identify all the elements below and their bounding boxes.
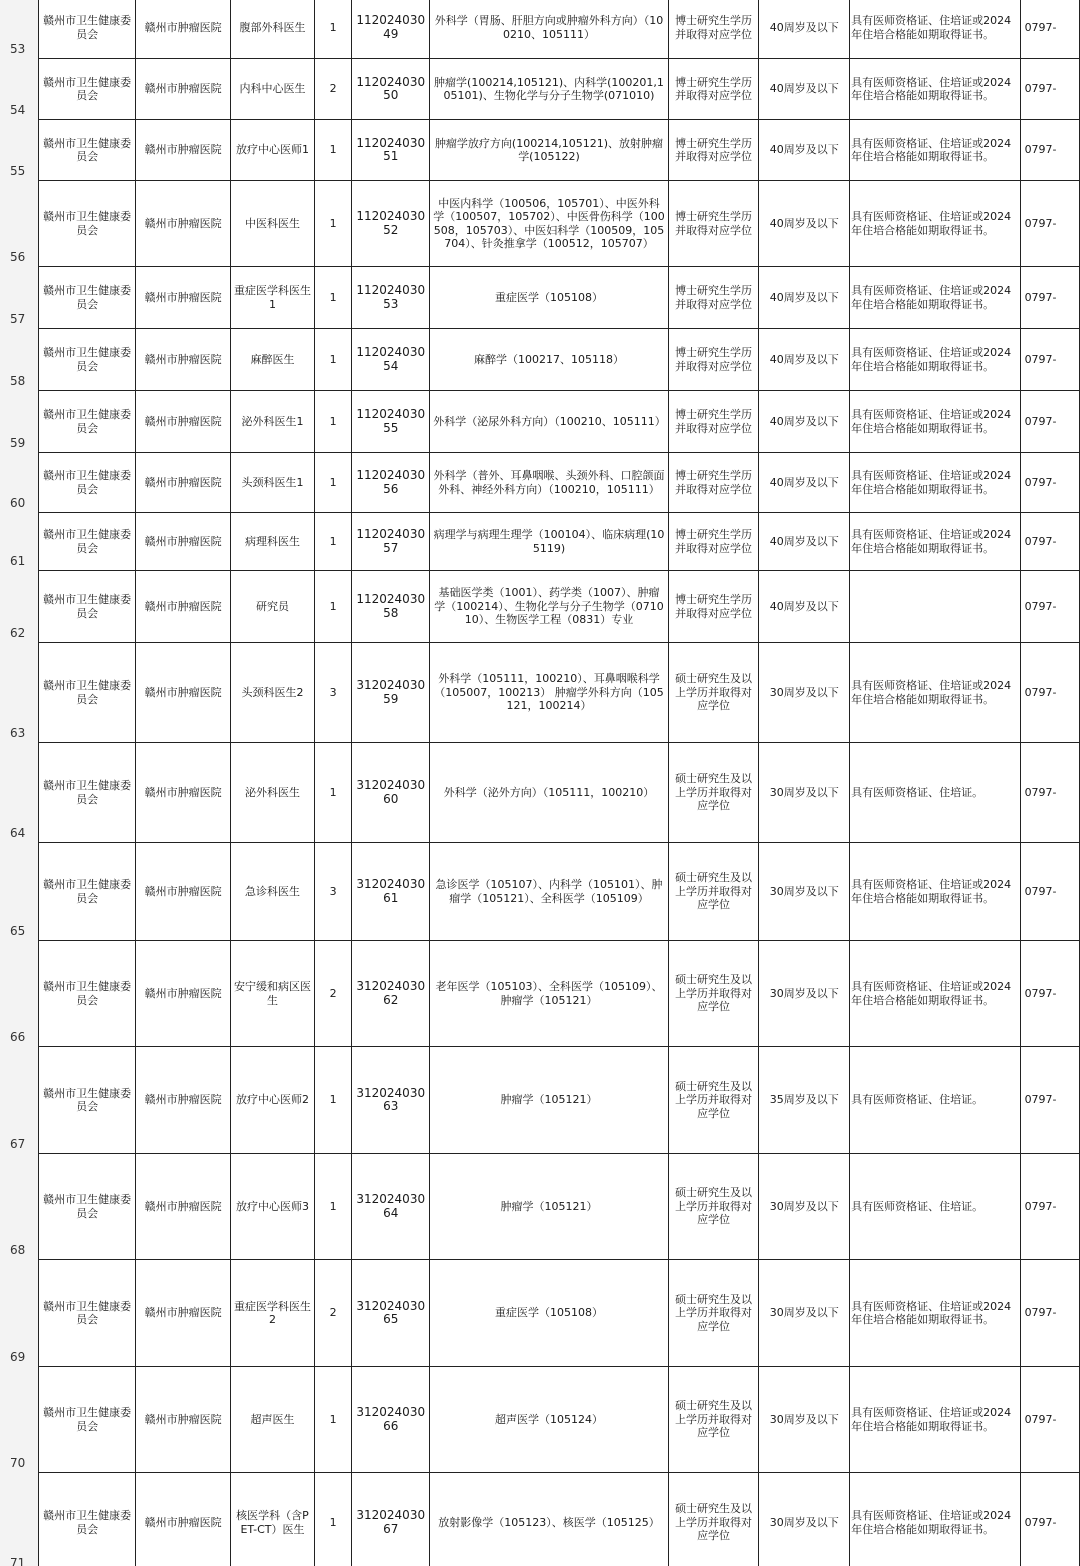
position-cell[interactable]: 安宁缓和病区医生 — [230, 941, 314, 1047]
position-cell[interactable]: 放疗中心医师3 — [230, 1154, 314, 1260]
row-number-header[interactable]: 70 — [0, 1367, 38, 1473]
phone-cell[interactable]: 0797- — [1020, 181, 1079, 267]
row-number-header[interactable]: 57 — [0, 267, 38, 329]
education-cell[interactable]: 硕士研究生及以上学历并取得对应学位 — [668, 643, 759, 743]
position-cell[interactable]: 麻醉医生 — [230, 329, 314, 391]
other-conditions-cell[interactable]: 具有医师资格证、住培证或2024年住培合格能如期取得证书。 — [850, 1260, 1020, 1367]
education-cell[interactable]: 博士研究生学历并取得对应学位 — [668, 453, 759, 513]
position-code-cell[interactable]: 31202403065 — [352, 1260, 430, 1367]
department-cell[interactable]: 赣州市卫生健康委员会 — [38, 1260, 135, 1367]
table-row — [0, 1367, 1080, 1473]
position-cell[interactable]: 泌外科医生 — [230, 743, 314, 843]
major-cell[interactable]: 外科学（泌外方向）（105111，100210） — [430, 743, 669, 843]
department-cell[interactable]: 赣州市卫生健康委员会 — [38, 453, 135, 513]
position-code-cell[interactable]: 31202403066 — [352, 1367, 430, 1473]
position-cell[interactable]: 头颈科医生1 — [230, 453, 314, 513]
age-cell[interactable]: 40周岁及以下 — [759, 453, 850, 513]
education-cell[interactable]: 硕士研究生及以上学历并取得对应学位 — [668, 1047, 759, 1154]
table-row — [0, 267, 1080, 329]
position-cell[interactable]: 放疗中心医师2 — [230, 1047, 314, 1154]
unit-cell[interactable]: 赣州市肿瘤医院 — [136, 743, 231, 843]
table-row — [0, 120, 1080, 181]
position-code-cell[interactable]: 31202403059 — [352, 643, 430, 743]
position-code-cell[interactable]: 31202403063 — [352, 1047, 430, 1154]
position-code-cell[interactable]: 31202403067 — [352, 1473, 430, 1566]
row-number-header[interactable]: 66 — [0, 941, 38, 1047]
age-cell[interactable]: 40周岁及以下 — [759, 571, 850, 643]
row-number-header[interactable]: 62 — [0, 571, 38, 643]
department-cell[interactable]: 赣州市卫生健康委员会 — [38, 1367, 135, 1473]
table-row — [0, 843, 1080, 941]
major-cell[interactable]: 重症医学（105108） — [430, 1260, 669, 1367]
position-cell[interactable]: 泌外科医生1 — [230, 391, 314, 453]
other-conditions-cell[interactable]: 具有医师资格证、住培证或2024年住培合格能如期取得证书。 — [850, 513, 1020, 571]
row-number-header[interactable]: 69 — [0, 1260, 38, 1367]
education-cell[interactable]: 博士研究生学历并取得对应学位 — [668, 0, 759, 59]
department-cell[interactable]: 赣州市卫生健康委员会 — [38, 391, 135, 453]
other-conditions-cell[interactable]: 具有医师资格证、住培证。 — [850, 1047, 1020, 1154]
unit-cell[interactable]: 赣州市肿瘤医院 — [136, 1367, 231, 1473]
count-cell[interactable]: 1 — [315, 743, 352, 843]
department-cell[interactable]: 赣州市卫生健康委员会 — [38, 181, 135, 267]
row-number-header[interactable]: 67 — [0, 1047, 38, 1154]
table-row — [0, 941, 1080, 1047]
position-cell[interactable]: 中医科医生 — [230, 181, 314, 267]
table-row — [0, 571, 1080, 643]
department-cell[interactable]: 赣州市卫生健康委员会 — [38, 643, 135, 743]
age-cell[interactable]: 30周岁及以下 — [759, 1154, 850, 1260]
other-conditions-cell[interactable]: 具有医师资格证、住培证或2024年住培合格能如期取得证书。 — [850, 453, 1020, 513]
education-cell[interactable]: 博士研究生学历并取得对应学位 — [668, 571, 759, 643]
unit-cell[interactable]: 赣州市肿瘤医院 — [136, 843, 231, 941]
department-cell[interactable]: 赣州市卫生健康委员会 — [38, 1473, 135, 1566]
position-cell[interactable]: 研究员 — [230, 571, 314, 643]
phone-cell[interactable]: 0797- — [1020, 1367, 1079, 1473]
department-cell[interactable]: 赣州市卫生健康委员会 — [38, 571, 135, 643]
table-row — [0, 391, 1080, 453]
major-cell[interactable]: 肿瘤学(100214,105121)、内科学(100201,105101)、生物化学与分子生物学(071010) — [430, 59, 669, 120]
other-conditions-cell[interactable]: 具有医师资格证、住培证或2024年住培合格能如期取得证书。 — [850, 59, 1020, 120]
position-code-cell[interactable]: 11202403053 — [352, 267, 430, 329]
unit-cell[interactable]: 赣州市肿瘤医院 — [136, 571, 231, 643]
major-cell[interactable]: 重症医学（105108） — [430, 267, 669, 329]
age-cell[interactable]: 40周岁及以下 — [759, 329, 850, 391]
count-cell[interactable]: 1 — [315, 1473, 352, 1566]
position-cell[interactable]: 病理科医生 — [230, 513, 314, 571]
unit-cell[interactable]: 赣州市肿瘤医院 — [136, 267, 231, 329]
count-cell[interactable]: 1 — [315, 513, 352, 571]
major-cell[interactable]: 肿瘤学（105121） — [430, 1047, 669, 1154]
education-cell[interactable]: 硕士研究生及以上学历并取得对应学位 — [668, 1367, 759, 1473]
phone-cell[interactable]: 0797- — [1020, 941, 1079, 1047]
major-cell[interactable]: 肿瘤学放疗方向(100214,105121)、放射肿瘤学(105122) — [430, 120, 669, 181]
count-cell[interactable]: 3 — [315, 643, 352, 743]
major-cell[interactable]: 超声医学（105124） — [430, 1367, 669, 1473]
phone-cell[interactable]: 0797- — [1020, 513, 1079, 571]
education-cell[interactable]: 硕士研究生及以上学历并取得对应学位 — [668, 1154, 759, 1260]
age-cell[interactable]: 30周岁及以下 — [759, 941, 850, 1047]
position-cell[interactable]: 腹部外科医生 — [230, 0, 314, 59]
count-cell[interactable]: 1 — [315, 1047, 352, 1154]
other-conditions-cell[interactable]: 具有医师资格证、住培证或2024年住培合格能如期取得证书。 — [850, 1367, 1020, 1473]
other-conditions-cell[interactable]: 具有医师资格证、住培证或2024年住培合格能如期取得证书。 — [850, 843, 1020, 941]
major-cell[interactable]: 病理学与病理生理学（100104）、临床病理(105119) — [430, 513, 669, 571]
phone-cell[interactable]: 0797- — [1020, 120, 1079, 181]
major-cell[interactable]: 放射影像学（105123）、核医学（105125） — [430, 1473, 669, 1566]
phone-cell[interactable]: 0797- — [1020, 453, 1079, 513]
other-conditions-cell[interactable]: 具有医师资格证、住培证或2024年住培合格能如期取得证书。 — [850, 391, 1020, 453]
phone-cell[interactable]: 0797- — [1020, 329, 1079, 391]
count-cell[interactable]: 1 — [315, 0, 352, 59]
unit-cell[interactable]: 赣州市肿瘤医院 — [136, 453, 231, 513]
unit-cell[interactable]: 赣州市肿瘤医院 — [136, 941, 231, 1047]
unit-cell[interactable]: 赣州市肿瘤医院 — [136, 1047, 231, 1154]
age-cell[interactable]: 40周岁及以下 — [759, 59, 850, 120]
phone-cell[interactable]: 0797- — [1020, 1473, 1079, 1566]
count-cell[interactable]: 1 — [315, 571, 352, 643]
education-cell[interactable]: 硕士研究生及以上学历并取得对应学位 — [668, 1260, 759, 1367]
unit-cell[interactable]: 赣州市肿瘤医院 — [136, 0, 231, 59]
row-number-header[interactable]: 65 — [0, 843, 38, 941]
row-number-header[interactable]: 68 — [0, 1154, 38, 1260]
count-cell[interactable]: 1 — [315, 391, 352, 453]
other-conditions-cell[interactable]: 具有医师资格证、住培证。 — [850, 1154, 1020, 1260]
count-cell[interactable]: 1 — [315, 181, 352, 267]
position-code-cell[interactable]: 31202403061 — [352, 843, 430, 941]
department-cell[interactable]: 赣州市卫生健康委员会 — [38, 0, 135, 59]
row-number-header[interactable]: 55 — [0, 120, 38, 181]
table-row — [0, 1260, 1080, 1367]
phone-cell[interactable]: 0797- — [1020, 1047, 1079, 1154]
major-cell[interactable]: 肿瘤学（105121） — [430, 1154, 669, 1260]
education-cell[interactable]: 博士研究生学历并取得对应学位 — [668, 181, 759, 267]
count-cell[interactable]: 1 — [315, 120, 352, 181]
education-cell[interactable]: 博士研究生学历并取得对应学位 — [668, 59, 759, 120]
position-code-cell[interactable]: 11202403054 — [352, 329, 430, 391]
unit-cell[interactable]: 赣州市肿瘤医院 — [136, 120, 231, 181]
count-cell[interactable]: 1 — [315, 1367, 352, 1473]
row-number-header[interactable]: 53 — [0, 0, 38, 59]
position-code-cell[interactable]: 11202403049 — [352, 0, 430, 59]
table-row — [0, 513, 1080, 571]
other-conditions-cell[interactable]: 具有医师资格证、住培证或2024年住培合格能如期取得证书。 — [850, 181, 1020, 267]
other-conditions-cell[interactable]: 具有医师资格证、住培证或2024年住培合格能如期取得证书。 — [850, 120, 1020, 181]
phone-cell[interactable]: 0797- — [1020, 571, 1079, 643]
age-cell[interactable]: 35周岁及以下 — [759, 1047, 850, 1154]
position-cell[interactable]: 内科中心医生 — [230, 59, 314, 120]
count-cell[interactable]: 3 — [315, 843, 352, 941]
position-cell[interactable]: 重症医学科医生2 — [230, 1260, 314, 1367]
other-conditions-cell[interactable]: 具有医师资格证、住培证或2024年住培合格能如期取得证书。 — [850, 1473, 1020, 1566]
table-row — [0, 743, 1080, 843]
department-cell[interactable]: 赣州市卫生健康委员会 — [38, 743, 135, 843]
row-number-header[interactable]: 61 — [0, 513, 38, 571]
major-cell[interactable]: 老年医学（105103）、全科医学（105109）、肿瘤学（105121） — [430, 941, 669, 1047]
position-code-cell[interactable]: 11202403058 — [352, 571, 430, 643]
row-number-header[interactable]: 59 — [0, 391, 38, 453]
count-cell[interactable]: 1 — [315, 267, 352, 329]
department-cell[interactable]: 赣州市卫生健康委员会 — [38, 1047, 135, 1154]
department-cell[interactable]: 赣州市卫生健康委员会 — [38, 1154, 135, 1260]
department-cell[interactable]: 赣州市卫生健康委员会 — [38, 513, 135, 571]
table-row — [0, 181, 1080, 267]
unit-cell[interactable]: 赣州市肿瘤医院 — [136, 329, 231, 391]
phone-cell[interactable]: 0797- — [1020, 743, 1079, 843]
education-cell[interactable]: 博士研究生学历并取得对应学位 — [668, 391, 759, 453]
phone-cell[interactable]: 0797- — [1020, 267, 1079, 329]
count-cell[interactable]: 2 — [315, 59, 352, 120]
position-code-cell[interactable]: 11202403050 — [352, 59, 430, 120]
department-cell[interactable]: 赣州市卫生健康委员会 — [38, 941, 135, 1047]
age-cell[interactable]: 30周岁及以下 — [759, 1473, 850, 1566]
other-conditions-cell[interactable] — [850, 571, 1020, 643]
education-cell[interactable]: 博士研究生学历并取得对应学位 — [668, 120, 759, 181]
table-row — [0, 643, 1080, 743]
unit-cell[interactable]: 赣州市肿瘤医院 — [136, 1154, 231, 1260]
table-row — [0, 0, 1080, 59]
count-cell[interactable]: 1 — [315, 1154, 352, 1260]
row-number-header[interactable]: 71 — [0, 1473, 38, 1566]
age-cell[interactable]: 40周岁及以下 — [759, 181, 850, 267]
unit-cell[interactable]: 赣州市肿瘤医院 — [136, 1260, 231, 1367]
other-conditions-cell[interactable]: 具有医师资格证、住培证或2024年住培合格能如期取得证书。 — [850, 941, 1020, 1047]
count-cell[interactable]: 1 — [315, 453, 352, 513]
department-cell[interactable]: 赣州市卫生健康委员会 — [38, 329, 135, 391]
position-code-cell[interactable]: 11202403052 — [352, 181, 430, 267]
age-cell[interactable]: 40周岁及以下 — [759, 391, 850, 453]
unit-cell[interactable]: 赣州市肿瘤医院 — [136, 643, 231, 743]
major-cell[interactable]: 急诊医学（105107）、内科学（105101）、肿瘤学（105121）、全科医学（105109） — [430, 843, 669, 941]
phone-cell[interactable]: 0797- — [1020, 59, 1079, 120]
department-cell[interactable]: 赣州市卫生健康委员会 — [38, 120, 135, 181]
position-cell[interactable]: 核医学科（含PET-CT）医生 — [230, 1473, 314, 1566]
education-cell[interactable]: 硕士研究生及以上学历并取得对应学位 — [668, 1473, 759, 1566]
phone-cell[interactable]: 0797- — [1020, 643, 1079, 743]
phone-cell[interactable]: 0797- — [1020, 391, 1079, 453]
major-cell[interactable]: 外科学（泌尿外科方向）（100210、105111） — [430, 391, 669, 453]
age-cell[interactable]: 40周岁及以下 — [759, 0, 850, 59]
table-row — [0, 59, 1080, 120]
position-cell[interactable]: 急诊科医生 — [230, 843, 314, 941]
position-code-cell[interactable]: 31202403064 — [352, 1154, 430, 1260]
position-cell[interactable]: 重症医学科医生1 — [230, 267, 314, 329]
age-cell[interactable]: 30周岁及以下 — [759, 643, 850, 743]
education-cell[interactable]: 博士研究生学历并取得对应学位 — [668, 267, 759, 329]
unit-cell[interactable]: 赣州市肿瘤医院 — [136, 391, 231, 453]
position-cell[interactable]: 超声医生 — [230, 1367, 314, 1473]
age-cell[interactable]: 40周岁及以下 — [759, 267, 850, 329]
other-conditions-cell[interactable]: 具有医师资格证、住培证或2024年住培合格能如期取得证书。 — [850, 643, 1020, 743]
other-conditions-cell[interactable]: 具有医师资格证、住培证或2024年住培合格能如期取得证书。 — [850, 0, 1020, 59]
age-cell[interactable]: 40周岁及以下 — [759, 513, 850, 571]
age-cell[interactable]: 30周岁及以下 — [759, 843, 850, 941]
table-row — [0, 1047, 1080, 1154]
age-cell[interactable]: 30周岁及以下 — [759, 743, 850, 843]
phone-cell[interactable]: 0797- — [1020, 0, 1079, 59]
position-cell[interactable]: 头颈科医生2 — [230, 643, 314, 743]
position-cell[interactable]: 放疗中心医师1 — [230, 120, 314, 181]
position-code-cell[interactable]: 31202403062 — [352, 941, 430, 1047]
position-code-cell[interactable]: 11202403056 — [352, 453, 430, 513]
table-row — [0, 1473, 1080, 1566]
unit-cell[interactable]: 赣州市肿瘤医院 — [136, 59, 231, 120]
education-cell[interactable]: 硕士研究生及以上学历并取得对应学位 — [668, 843, 759, 941]
department-cell[interactable]: 赣州市卫生健康委员会 — [38, 843, 135, 941]
count-cell[interactable]: 2 — [315, 941, 352, 1047]
education-cell[interactable]: 博士研究生学历并取得对应学位 — [668, 513, 759, 571]
other-conditions-cell[interactable]: 具有医师资格证、住培证或2024年住培合格能如期取得证书。 — [850, 267, 1020, 329]
row-number-header[interactable]: 58 — [0, 329, 38, 391]
row-number-header[interactable]: 54 — [0, 59, 38, 120]
row-number-header[interactable]: 56 — [0, 181, 38, 267]
major-cell[interactable]: 外科学（胃肠、肝胆方向或肿瘤外科方向）（100210、105111） — [430, 0, 669, 59]
position-code-cell[interactable]: 31202403060 — [352, 743, 430, 843]
major-cell[interactable]: 麻醉学（100217、105118） — [430, 329, 669, 391]
other-conditions-cell[interactable]: 具有医师资格证、住培证或2024年住培合格能如期取得证书。 — [850, 329, 1020, 391]
row-number-header[interactable]: 64 — [0, 743, 38, 843]
department-cell[interactable]: 赣州市卫生健康委员会 — [38, 267, 135, 329]
row-number-header[interactable]: 63 — [0, 643, 38, 743]
table-row — [0, 453, 1080, 513]
department-cell[interactable]: 赣州市卫生健康委员会 — [38, 59, 135, 120]
age-cell[interactable]: 30周岁及以下 — [759, 1367, 850, 1473]
table-row — [0, 1154, 1080, 1260]
position-code-cell[interactable]: 11202403057 — [352, 513, 430, 571]
phone-cell[interactable]: 0797- — [1020, 1154, 1079, 1260]
education-cell[interactable]: 博士研究生学历并取得对应学位 — [668, 329, 759, 391]
count-cell[interactable]: 1 — [315, 329, 352, 391]
education-cell[interactable]: 硕士研究生及以上学历并取得对应学位 — [668, 743, 759, 843]
age-cell[interactable]: 40周岁及以下 — [759, 120, 850, 181]
position-code-cell[interactable]: 11202403055 — [352, 391, 430, 453]
position-code-cell[interactable]: 11202403051 — [352, 120, 430, 181]
phone-cell[interactable]: 0797- — [1020, 1260, 1079, 1367]
count-cell[interactable]: 2 — [315, 1260, 352, 1367]
major-cell[interactable]: 外科学（105111，100210）、耳鼻咽喉科学（105007，100213） 肿瘤学外科方向（105121，100214） — [430, 643, 669, 743]
row-number-header[interactable]: 60 — [0, 453, 38, 513]
phone-cell[interactable]: 0797- — [1020, 843, 1079, 941]
major-cell[interactable]: 外科学（普外、耳鼻咽喉、头颈外科、口腔颌面外科、神经外科方向）（100210，105111） — [430, 453, 669, 513]
age-cell[interactable]: 30周岁及以下 — [759, 1260, 850, 1367]
education-cell[interactable]: 硕士研究生及以上学历并取得对应学位 — [668, 941, 759, 1047]
unit-cell[interactable]: 赣州市肿瘤医院 — [136, 1473, 231, 1566]
other-conditions-cell[interactable]: 具有医师资格证、住培证。 — [850, 743, 1020, 843]
unit-cell[interactable]: 赣州市肿瘤医院 — [136, 181, 231, 267]
unit-cell[interactable]: 赣州市肿瘤医院 — [136, 513, 231, 571]
major-cell[interactable]: 基础医学类（1001）、药学类（1007）、肿瘤学（100214）、生物化学与分子生物学（071010）、生物医学工程（0831）专业 — [430, 571, 669, 643]
table-row — [0, 329, 1080, 391]
major-cell[interactable]: 中医内科学（100506，105701）、中医外科学（100507，105702）、中医骨伤科学（100508，105703）、中医妇科学（100509，105704）、针灸推拿学（100512，105707） — [430, 181, 669, 267]
